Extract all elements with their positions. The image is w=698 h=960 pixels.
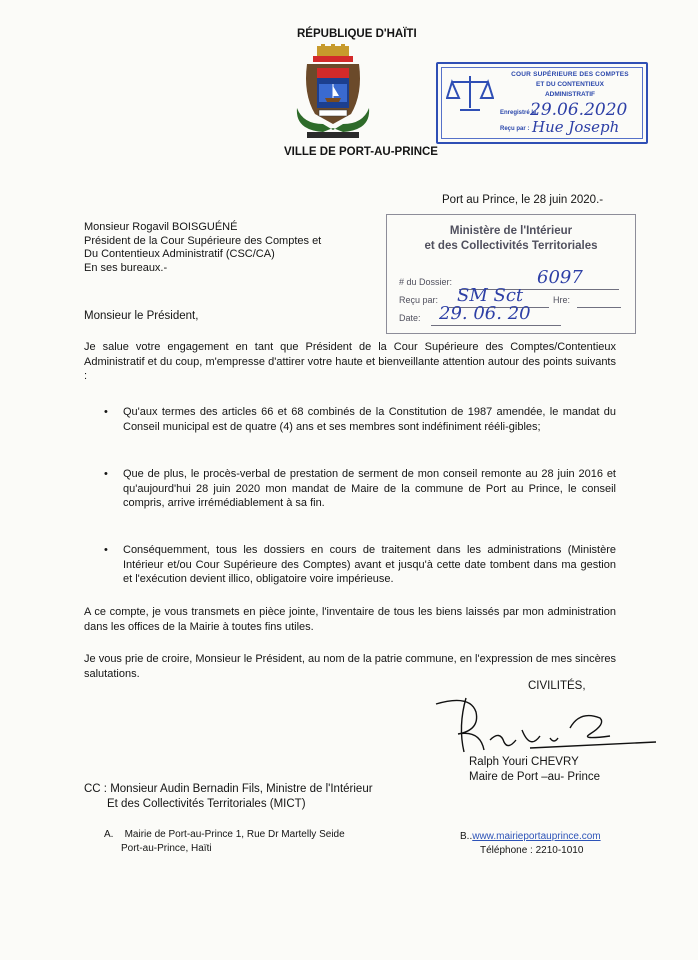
point-text: Qu'aux termes des articles 66 et 68 combinés de la Constitution de 1987 amendée, le mandat du Conseil municipal est de quatre (4) ans et ses membres sont indéfiniment rééli-gibles; (123, 406, 616, 433)
footer-address (104, 828, 345, 856)
civilites: CIVILITÉS, (528, 680, 586, 692)
signatory-title: Maire de Port –au- Prince (469, 770, 601, 783)
scales-of-justice-icon (446, 72, 494, 114)
attachment-paragraph: A ce compte, je vous transmets en pièce jointe, l'inventaire de tous les biens laissés par mon administration dans les offices de la Mairie à toutes fins utiles. (84, 606, 616, 633)
ministry-received-stamp (386, 214, 636, 334)
dossier-label: # du Dossier: (399, 277, 453, 287)
ministry-stamp-line1: Ministère de l'Intérieur (449, 225, 573, 237)
letter-date: Port au Prince, le 28 juin 2020.- (442, 194, 604, 206)
court-stamp-by-label: Reçu par : (500, 126, 530, 132)
signatory-name: Ralph Youri CHEVRY (469, 756, 579, 768)
recipient-line: Président de la Cour Supérieure des Comptes et (84, 234, 322, 247)
footer-b-label: B.. (460, 831, 473, 842)
cc-line1: CC : Monsieur Audin Bernadin Fils, Ministre de l'Intérieur (84, 783, 373, 795)
court-received-stamp (436, 62, 648, 144)
footer-phone: Téléphone : 2210-1010 (480, 845, 584, 856)
hour-label: Hre: (553, 295, 571, 305)
received-by-label: Reçu par: (399, 295, 439, 305)
court-stamp-line1: COUR SUPÉRIEURE DES COMPTES (511, 71, 629, 78)
recipient-line: En ses bureaux.- (84, 261, 168, 274)
closing-paragraph: Je vous prie de croire, Monsieur le Président, au nom de la patrie commune, en l'expression de mes sincères salutations. (84, 653, 616, 680)
handwritten-signature (430, 690, 660, 760)
signatory-block (469, 755, 600, 785)
stamp-date-value: 29. 06. 20 (439, 303, 531, 324)
website-link[interactable]: www.mairieportauprince.com (472, 831, 601, 842)
coat-of-arms-emblem (293, 44, 373, 140)
received-by-value: SM Sct (457, 285, 524, 306)
footer-a-line1: Mairie de Port-au-Prince 1, Rue Dr Martelly Seide (124, 829, 345, 840)
recipient-line: Du Contentieux Administratif (CSC/CA) (84, 248, 275, 261)
carbon-copy (84, 782, 373, 812)
court-stamp-line2: ET DU CONTENTIEUX (536, 81, 604, 88)
stamp-date-label: Date: (399, 313, 421, 323)
recipient-line: Monsieur Rogavil BOISGUÉNÉ (84, 221, 238, 233)
footer-a-label: A. (104, 829, 114, 840)
recipient-address (84, 221, 321, 275)
court-stamp-line3: ADMINISTRATIF (544, 91, 596, 98)
republic-heading: RÉPUBLIQUE D'HAÏTI (297, 28, 417, 40)
letter-page: RÉPUBLIQUE D'HAÏTI VILLE DE PORT-AU-PRINCE COUR SUPÉRIEURE DES COMPTES ET DU CONTENTIEUX ADMINISTRATIF Enregistré le 29.06.2020 Reçu par : Hue Joseph Port au Prince, le 28 juin 2020.- Monsieur Rogavil BOISGUÉNÉ Président de la Cour Supérieure des Comptes et Du Contentieux Administratif (CSC/CA) En ses bureaux.- Ministère de l'Intérieur et des Collectivités Territoriales # du Dossier: 6097 Reçu par: SM Sct Hre: Date: 29. 06. 20 Monsieur le Président, Je salue votre engagement en tant que Président de la Cour Supérieure des Comptes/Contentieux Administratif et du coup, m'empresse d'attirer votre haute et bienveillante attention autour des points suivants : • Qu'aux termes des articles 66 et 68 combinés de la Constitution de 1987 amendée, le mandat du Conseil municipal est de quatre (4) ans et ses membres sont indéfiniment rééli-gibles; • Que de plus, le procès-verbal de prestation de serment de mon conseil remonte au 28 juin 2016 et qu'aujourd'hui 28 juin 2020 mon mandat de Maire de la commune de Port au Prince, le conseil compris, arrive irrémédiablement à sa fin. • Conséquemment, tous les dossiers en cours de traitement dans les administrations (Ministère Intérieur et/ou Cour Supérieure des Comptes) avant et jusqu'à cette date tombent dans ma gestion et l'exécution devient illico, obligatoire voire impérieuse. A ce compte, je vous transmets en pièce jointe, l'inventaire de tous les biens laissés par mon administration dans les offices de la Mairie à toutes fins utiles. Je vous prie de croire, Monsieur le Président, au nom de la patrie commune, en l'expression de mes sincères salutations. CIVILITÉS, Ralph Youri CHEVRY Maire de Port –au- Prince CC : Monsieur Audin Bernadin Fils, Ministre de l'Intérieur Et des Collectivités Territoriales (MICT) A. Mairie de Port-au-Prince 1, Rue Dr Martelly Seide Port-au-Prince, Haïti B..www.mairieportauprince.com Téléphone : 2210-1010 (0, 0, 698, 960)
ministry-stamp-line2: et des Collectivités Territoriales (424, 240, 598, 252)
salutation: Monsieur le Président, (84, 310, 199, 322)
footer-a-line2: Port-au-Prince, Haïti (121, 843, 212, 854)
dossier-number: 6097 (537, 267, 583, 288)
city-heading: VILLE DE PORT-AU-PRINCE (284, 146, 438, 158)
court-stamp-registered-label: Enregistré le (500, 110, 537, 116)
point-text: Que de plus, le procès-verbal de prestation de serment de mon conseil remonte au 28 juin 2016 et qu'aujourd'hui 28 juin 2020 mon mandat de Maire de la commune de Port au Prince, le conseil compris, arrive irrémédiablement à sa fin. (123, 468, 616, 510)
footer-contact (460, 830, 601, 858)
court-stamp-registered-date: 29.06.2020 (530, 100, 628, 120)
court-stamp-by-value: Hue Joseph (532, 118, 620, 136)
point-text: Conséquemment, tous les dossiers en cours de traitement dans les administrations (Ministère Intérieur et/ou Cour Supérieure des Comptes) avant et jusqu'à cette date tombent dans ma gestion et l'exécution devient illico, obligatoire voire impérieuse. (123, 544, 616, 586)
intro-paragraph: Je salue votre engagement en tant que Président de la Cour Supérieure des Comptes/Contentieux Administratif et du coup, m'empresse d'attirer votre haute et bienveillante attention autour des points suivants : (84, 341, 616, 383)
cc-line2: Et des Collectivités Territoriales (MICT) (107, 798, 306, 810)
